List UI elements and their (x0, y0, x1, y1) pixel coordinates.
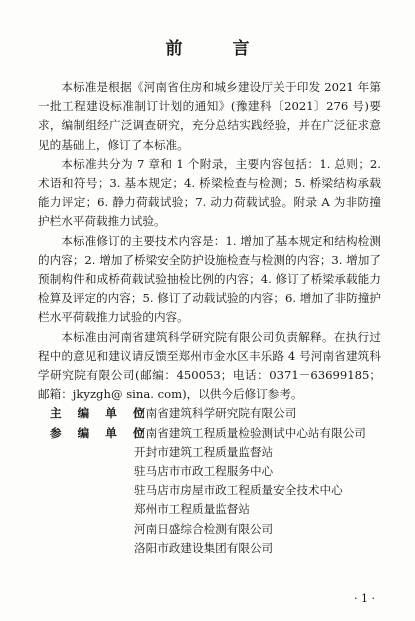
participating-unit: 开封市建筑工程质量监督站 (134, 444, 274, 459)
chief-unit-label: 主 编 单 位 (50, 406, 151, 421)
participating-units-label: 参 编 单 位 (50, 425, 151, 440)
paragraph-revisions: 本标准修订的主要技术内容是：1. 增加了基本规定和结构检测的内容；2. 增加了桥梁安全防护设施检查与检测的内容；3. 增加了预制构件和成桥荷载试验抽检比例的内容；4. 修订了桥梁承载能力检算及评定的内容；5. 修订了动载试验的内容；6. 增加了非防撞护栏水平荷载推力试验的内容。 (38, 233, 381, 325)
participating-unit: 河南日盛综合检测有限公司 (134, 521, 274, 536)
participating-units-row (38, 424, 381, 558)
participating-units-list (134, 424, 381, 558)
page-title: 前 言 (165, 39, 272, 59)
participating-unit: 驻马店市房屋市政工程质量安全技术中心 (134, 483, 343, 498)
chief-unit-row (38, 404, 381, 423)
participating-unit: 河南省建筑工程质量检验测试中心站有限公司 (134, 425, 366, 440)
participating-unit: 洛阳市政建设集团有限公司 (134, 540, 274, 555)
units-section (38, 404, 381, 558)
paragraph-interpretation: 本标准由河南省建筑科学研究院有限公司负责解释。在执行过程中的意见和建议请反馈至郑州市金水区丰乐路 4 号河南省建筑科学研究院有限公司(邮编：450053；电话：0371－63699185；邮箱：jkyzgh@ sina. com)，以供今后修订参考。 (38, 329, 381, 402)
chief-unit-name: 河南省建筑科学研究院有限公司 (134, 406, 297, 421)
page-number: · 1 · (354, 592, 375, 605)
document-body (38, 78, 381, 558)
paragraph-basis: 本标准是根据《河南省住房和城乡建设厅关于印发 2021 年第一批工程建设标准制订计划的通知》(豫建科〔2021〕276 号)要求，编制组经广泛调查研究，充分总结实践经验，并在广泛征求意见的基础上，修订了本标准。 (38, 80, 381, 152)
participating-unit: 郑州市工程质量监督站 (134, 502, 250, 517)
participating-unit: 驻马店市市政工程服务中心 (134, 464, 274, 479)
paragraph-contents: 本标准共分为 7 章和 1 个附录，主要内容包括：1. 总则；2. 术语和符号；3. 基本规定；4. 桥梁检查与检测；5. 桥梁结构承载能力评定；6. 静力荷载试验；7. 动力荷载试验。附录 A 为非防撞护栏水平荷载推力试验。 (38, 156, 381, 229)
